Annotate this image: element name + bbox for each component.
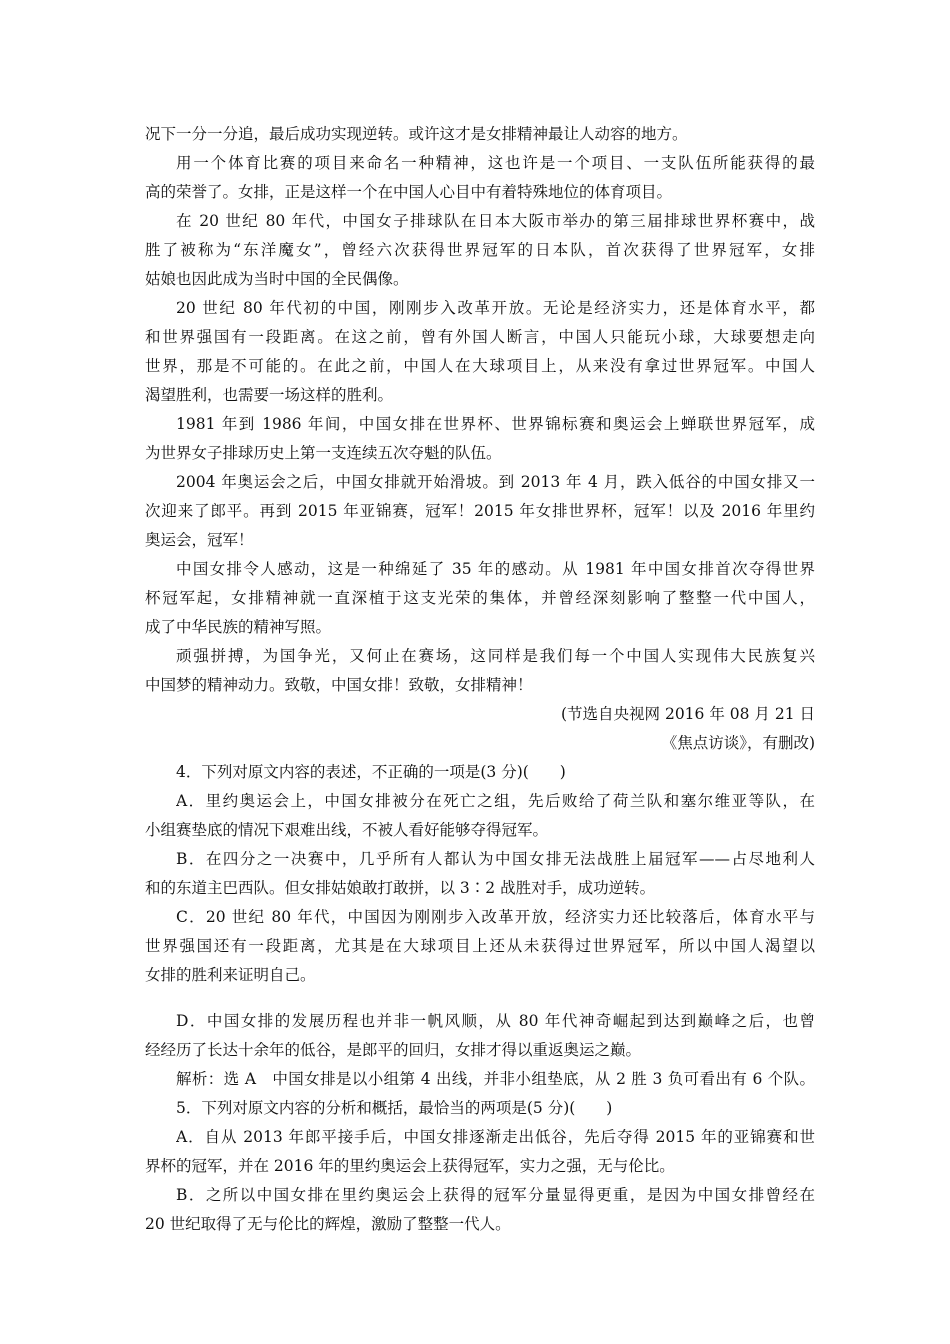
option-4b: B．在四分之一决赛中，几乎所有人都认为中国女排无法战胜上届冠军——占尽地利人 — [176, 850, 815, 868]
text-line: 小组赛垫底的情况下艰难出线，不被人看好能够夺得冠军。 — [145, 821, 549, 839]
text-line: 为世界女子排球历史上第一支连续五次夺魁的队伍。 — [145, 444, 502, 462]
text-line: 和世界强国有一段距离。在这之前，曾有外国人断言，中国人只能玩小球，大球要想走向 — [145, 328, 815, 346]
text-line: 世界强国还有一段距离，尤其是在大球项目上还从未获得过世界冠军，所以中国人渴望以 — [145, 937, 815, 955]
text-line: 2004 年奥运会之后，中国女排就开始滑坡。到 2013 年 4 月，跌入低谷的中国女排又一 — [176, 473, 815, 491]
text-line: 20 世纪取得了无与伦比的辉煌，激励了整整一代人。 — [145, 1215, 511, 1233]
text-line: 姑娘也因此成为当时中国的全民偶像。 — [145, 270, 409, 288]
option-4a: A．里约奥运会上，中国女排被分在死亡之组，先后败给了荷兰队和塞尔维亚等队，在 — [176, 792, 815, 810]
option-5b: B．之所以中国女排在里约奥运会上获得的冠军分量显得更重，是因为中国女排曾经在 — [176, 1186, 815, 1204]
answer-explanation: 解析：选 A 中国女排是以小组第 4 出线，并非小组垫底，从 2 胜 3 负可看出有 6 个队。 — [176, 1070, 815, 1088]
text-line: 20 世纪 80 年代初的中国，刚刚步入改革开放。无论是经济实力，还是体育水平，都 — [176, 299, 815, 317]
option-5a: A．自从 2013 年郎平接手后，中国女排逐渐走出低谷，先后夺得 2015 年的亚锦赛和世 — [176, 1128, 815, 1146]
text-line: 女排的胜利来证明自己。 — [145, 966, 316, 984]
text-line: 成了中华民族的精神写照。 — [145, 618, 332, 636]
text-line: 奥运会，冠军！ — [145, 531, 254, 549]
text-line: 经经历了长达十余年的低谷，是郎平的回归，女排才得以重返奥运之巅。 — [145, 1041, 642, 1059]
question-4: 4．下列对原文内容的表述，不正确的一项是(3 分)( ) — [176, 763, 566, 781]
option-4d: D．中国女排的发展历程也并非一帆风顺，从 80 年代神奇崛起到达到巅峰之后，也曾 — [176, 1012, 815, 1030]
source-citation: 《焦点访谈》，有删改) — [661, 734, 815, 752]
text-line: 界杯的冠军，并在 2016 年的里约奥运会上获得冠军，实力之强，无与伦比。 — [145, 1157, 675, 1175]
question-5: 5．下列对原文内容的分析和概括，最恰当的两项是(5 分)( ) — [176, 1099, 613, 1117]
text-line: 渴望胜利，也需要一场这样的胜利。 — [145, 386, 394, 404]
source-citation: (节选自央视网 2016 年 08 月 21 日 — [560, 705, 815, 723]
text-line: 和的东道主巴西队。但女排姑娘敢打敢拼，以 3∶2 战胜对手，成功逆转。 — [145, 879, 656, 897]
text-line: 胜了被称为“东洋魔女”，曾经六次获得世界冠军的日本队，首次获得了世界冠军，女排 — [145, 241, 815, 259]
text-line: 高的荣誉了。女排，正是这样一个在中国人心目中有着特殊地位的体育项目。 — [145, 183, 673, 201]
text-line: 中国梦的精神动力。致敬，中国女排！致敬，女排精神！ — [145, 676, 533, 694]
option-4c: C．20 世纪 80 年代，中国因为刚刚步入改革开放，经济实力还比较落后，体育水平与 — [176, 908, 815, 926]
text-line: 况下一分一分追，最后成功实现逆转。或许这才是女排精神最让人动容的地方。 — [145, 125, 688, 143]
text-line: 中国女排令人感动，这是一种绵延了 35 年的感动。从 1981 年中国女排首次夺得世界 — [176, 560, 815, 578]
text-line: 1981 年到 1986 年间，中国女排在世界杯、世界锦标赛和奥运会上蝉联世界冠军，成 — [176, 415, 815, 433]
text-line: 顽强拼搏，为国争光，又何止在赛场，这同样是我们每一个中国人实现伟大民族复兴 — [176, 647, 815, 665]
text-line: 在 20 世纪 80 年代，中国女子排球队在日本大阪市举办的第三届排球世界杯赛中，战 — [176, 212, 815, 230]
text-line: 用一个体育比赛的项目来命名一种精神，这也许是一个项目、一支队伍所能获得的最 — [176, 154, 815, 172]
text-line: 杯冠军起，女排精神就一直深植于这支光荣的集体，并曾经深刻影响了整整一代中国人， — [145, 589, 815, 607]
text-line: 次迎来了郎平。再到 2015 年亚锦赛，冠军！2015 年女排世界杯，冠军！以及 2016 年里约 — [145, 502, 815, 520]
text-line: 世界，那是不可能的。在此之前，中国人在大球项目上，从来没有拿过世界冠军。中国人 — [145, 357, 815, 375]
